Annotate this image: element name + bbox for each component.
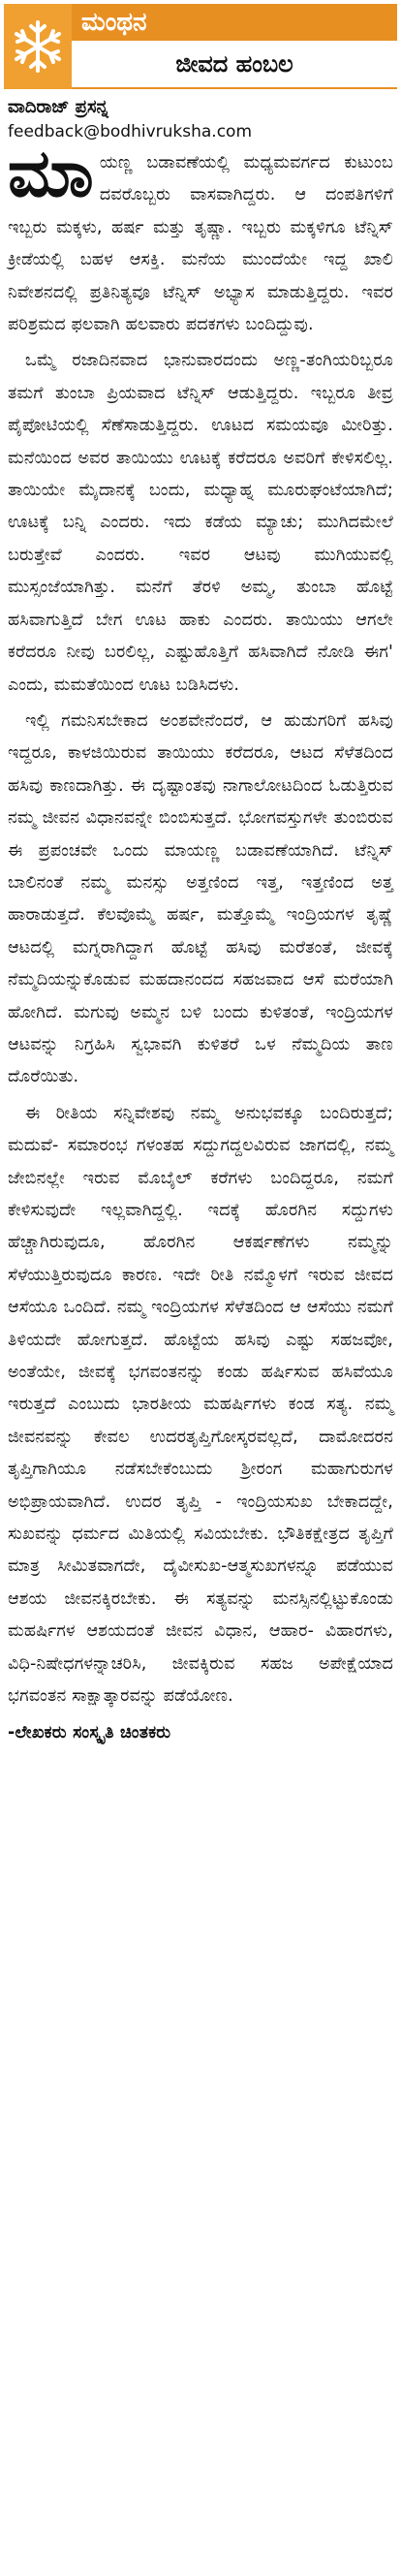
article-paragraph: ಒಮ್ಮೆ ರಜಾದಿನವಾದ ಭಾನುವಾರದಂದು ಅಣ್ಣ-ತಂಗಿಯರಿಬ್ಬರೂ ತಮಗೆ ತುಂಬಾ ಪ್ರಿಯವಾದ ಟೆನ್ನಿಸ್ ಆಡುತ್ತಿದ್ದರು. ಇಬ್ಬರೂ ತೀವ್ರ ಪೈಪೋಟಿಯಲ್ಲಿ ಸೆಣೆಸಾಡುತ್ತಿದ್ದರು. ಊಟದ ಸಮಯವೂ ಮೀರಿತ್ತು. ಮನೆಯಿಂದ ಅವರ ತಾಯಿಯು ಊಟಕ್ಕೆ ಕರೆದರೂ ಅವರಿಗೆ ಕೇಳಿಸಲಿಲ್ಲ. ತಾಯಿಯೇ ಮೈದಾನಕ್ಕೆ ಬಂದು, ಮಧ್ಯಾಹ್ನ ಮೂರುಘಂಟೆಯಾಗಿದೆ; ಊಟಕ್ಕೆ ಬನ್ನಿ ಎಂದರು. ಇದು ಕಡೆಯ ಮ್ಯಾಚು; ಮುಗಿದಮೇಲೆ ಬರುತ್ತೇವೆ ಎಂದರು. ಇವರ ಆಟವು ಮುಗಿಯುವಲ್ಲಿ ಮುಸ್ಸಂಜೆಯಾಗಿತ್ತು. ಮನೆಗೆ ತೆರಳಿ ಅಮ್ಮ, ತುಂಬಾ ಹೊಟ್ಟೆ ಹಸಿವಾಗುತ್ತಿದೆ ಬೇಗ ಊಟ ಹಾಕು ಎಂದರು. ತಾಯಿಯು ಆಗಲೇ ಕರೆದರೂ ನೀವು ಬರಲಿಲ್ಲ, ಎಷ್ಟುಹೊತ್ತಿಗೆ ಹಸಿವಾಗಿದೆ ನೋಡಿ ಈಗ' ಎಂದು, ಮಮತೆಯಿಂದ ಊಟ ಬಡಿಸಿದಳು. bbox=[8, 351, 393, 695]
feedback-email[interactable]: feedback@bodhivruksha.com bbox=[8, 122, 253, 141]
section-title: ಮಂಥನ bbox=[72, 4, 397, 41]
author-name: ವಾದಿರಾಜ್ ಪ್ರಸನ್ನ bbox=[8, 97, 108, 117]
article-paragraph: ಈ ರೀತಿಯ ಸನ್ನಿವೇಶವು ನಮ್ಮ ಅನುಭವಕ್ಕೂ ಬಂದಿರುತ್ತದೆ; ಮದುವೆ- ಸಮಾರಂಭ ಗಳಂತಹ ಸದ್ದುಗದ್ದಲವಿರುವ ಜಾಗದಲ್ಲಿ, ನಮ್ಮ ಜೇಬಿನಲ್ಲೇ ಇರುವ ಮೊಬೈಲ್ ಕರೆಗಳು ಬಂದಿದ್ದರೂ, ನಮಗೆ ಕೇಳಿಸುವುದೇ ಇಲ್ಲವಾಗಿದ್ದಲ್ಲಿ. ಇದಕ್ಕೆ ಹೊರಗಿನ ಸದ್ದುಗಳು ಹೆಚ್ಚಾಗಿರುವುದೂ, ಹೊರಗಿನ ಆಕರ್ಷಣೆಗಳು ನಮ್ಮನ್ನು ಸೆಳೆಯುತ್ತಿರುವುದೂ ಕಾರಣ. ಇದೇ ರೀತಿ ನಮ್ಮೊಳಗೆ ಇರುವ ಜೀವದ ಆಸೆಯೂ ಒಂದಿದೆ. ನಮ್ಮ ಇಂದ್ರಿಯಗಳ ಸೆಳೆತದಿಂದ ಆ ಆಸೆಯು ನಮಗೆ ತಿಳಿಯದೇ ಹೋಗುತ್ತದೆ. ಹೊಟ್ಟೆಯ ಹಸಿವು ಎಷ್ಟು ಸಹಜವೋ, ಅಂತೆಯೇ, ಜೀವಕ್ಕೆ ಭಗವಂತನನ್ನು ಕಂಡು ಹರ್ಷಿಸುವ ಹಸಿವೆಯೂ ಇರುತ್ತದೆ ಎಂಬುದು ಭಾರತೀಯ ಮಹರ್ಷಿಗಳು ಕಂಡ ಸತ್ಯ. ನಮ್ಮ ಜೀವನವನ್ನು ಕೇವಲ ಉದರತೃಪ್ತಿಗೋಸ್ಕರವಲ್ಲದೆ, ದಾಮೋದರನ ತೃಪ್ತಿಗಾಗಿಯೂ ನಡೆಸಬೇಕೆಂಬುದು ಶ್ರೀರಂಗ ಮಹಾಗುರುಗಳ ಅಭಿಪ್ರಾಯವಾಗಿದೆ. ಉದರ ತೃಪ್ತಿ - ಇಂದ್ರಿಯಸುಖ ಬೇಕಾದದ್ದೇ, ಸುಖವನ್ನು ಧರ್ಮದ ಮಿತಿಯಲ್ಲಿ ಸವಿಯಬೇಕು. ಭೌತಿಕಕ್ಷೇತ್ರದ ತೃಪ್ತಿಗೆ ಮಾತ್ರ ಸೀಮಿತವಾಗದೇ, ದೈವೀಸುಖ-ಆತ್ಮಸುಖಗಳನ್ನೂ ಪಡೆಯುವ ಆಶಯ ಜೀವನಕ್ಕಿರಬೇಕು. ಈ ಸತ್ಯವನ್ನು ಮನಸ್ಸಿನಲ್ಲಿಟ್ಟುಕೊಂಡು ಮಹರ್ಷಿಗಳ ಆಶಯದಂತೆ ಜೀವನ ವಿಧಾನ, ಆಹಾರ- ವಿಹಾರಗಳು, ವಿಧಿ-ನಿಷೇಧಗಳನ್ನಾಚರಿಸಿ, ಜೀವಕ್ಕಿರುವ ಸಹಜ ಅಪೇಕ್ಷೆಯಾದ ಭಗವಂತನ ಸಾಕ್ಷಾತ್ಕಾರವನ್ನು ಪಡೆಯೋಣ. bbox=[8, 1103, 393, 1707]
author-signature: -ಲೇಖಕರು ಸಂಸ್ಕೃತಿ ಚಿಂತಕರು bbox=[8, 1722, 171, 1743]
article-paragraph bbox=[8, 135, 393, 341]
article-title: ಜೀವದ ಹಂಬಲ bbox=[72, 41, 397, 89]
article-body bbox=[8, 135, 393, 2559]
snowflake-icon bbox=[12, 18, 64, 75]
column-header bbox=[4, 4, 397, 89]
article-paragraph: ಇಲ್ಲಿ ಗಮನಿಸಬೇಕಾದ ಅಂಶವೇನೆಂದರೆ, ಆ ಹುಡುಗರಿಗೆ ಹಸಿವು ಇದ್ದರೂ, ಕಾಳಜಿಯಿರುವ ತಾಯಿಯು ಕರೆದರೂ, ಆಟದ ಸೆಳೆತದಿಂದ ಹಸಿವು ಕಾಣದಾಗಿತ್ತು. ಈ ದೃಷ್ಟಾಂತವು ನಾಗಾಲೋಟದಿಂದ ಓಡುತ್ತಿರುವ ನಮ್ಮ ಜೀವನ ವಿಧಾನವನ್ನೇ ಬಿಂಬಿಸುತ್ತದೆ. ಭೋಗವಸ್ತುಗಳೇ ತುಂಬಿರುವ ಈ ಪ್ರಪಂಚವೇ ಒಂದು ಮಾಯಣ್ಣ ಬಡಾವಣೆಯಾಗಿದೆ. ಟೆನ್ನಿಸ್ ಬಾಲಿನಂತೆ ನಮ್ಮ ಮನಸ್ಸು ಅತ್ತಣಿಂದ ಇತ್ತ, ಇತ್ತಣಿಂದ ಅತ್ತ ಹಾರಾಡುತ್ತದೆ. ಕೆಲವೊಮ್ಮೆ ಹರ್ಷ, ಮತ್ತೊಮ್ಮೆ ಇಂದ್ರಿಯಗಳ ತೃಷ್ಣೆ ಆಟದಲ್ಲಿ ಮಗ್ನರಾಗಿದ್ದಾಗ ಹೊಟ್ಟೆ ಹಸಿವು ಮರೆತಂತೆ, ಜೀವಕ್ಕೆ ನೆಮ್ಮದಿಯನ್ನುಕೊಡುವ ಮಹದಾನಂದದ ಸಹಜವಾದ ಆಸೆ ಮರೆಯಾಗಿ ಹೋಗಿದೆ. ಮಗುವು ಅಮ್ಮನ ಬಳಿ ಬಂದು ಕುಳಿತಂತೆ, ಇಂದ್ರಿಯಗಳ ಆಟವನ್ನು ನಿಗ್ರಹಿಸಿ ಸ್ವಭಾವಗಿ ಕುಳಿತರೆ ಒಳ ನೆಮ್ಮದಿಯ ತಾಣ ದೊರೆಯಿತು. bbox=[8, 710, 393, 1087]
column-logo bbox=[4, 4, 72, 89]
paragraph-text: ಯಣ್ಣ ಬಡಾವಣೆಯಲ್ಲಿ ಮಧ್ಯಮವರ್ಗದ ಕುಟುಂಬ ದವರೊಬ್ಬರು ವಾಸವಾಗಿದ್ದರು. ಆ ದಂಪತಿಗಳಿಗೆ ಇಬ್ಬರು ಮಕ್ಕಳು, ಹರ್ಷ ಮತ್ತು ತೃಷ್ಣಾ. ಇಬ್ಬರು ಮಕ್ಕಳಿಗೂ ಟೆನ್ನಿಸ್ ಕ್ರೀಡೆಯಲ್ಲಿ ಬಹಳ ಆಸಕ್ತಿ. ಮನೆಯ ಮುಂದೆಯೇ ಇದ್ದ ಖಾಲಿ ನಿವೇಶನದಲ್ಲಿ ಪ್ರತಿನಿತ್ಯವೂ ಟೆನ್ನಿಸ್ ಅಭ್ಯಾಸ ಮಾಡುತ್ತಿದ್ದರು. ಇವರ ಪರಿಶ್ರಮದ ಫಲವಾಗಿ ಹಲವಾರು ಪದಕಗಳು ಬಂದಿದ್ದುವು. bbox=[8, 153, 393, 335]
dropcap: ಮಾ bbox=[8, 135, 94, 212]
